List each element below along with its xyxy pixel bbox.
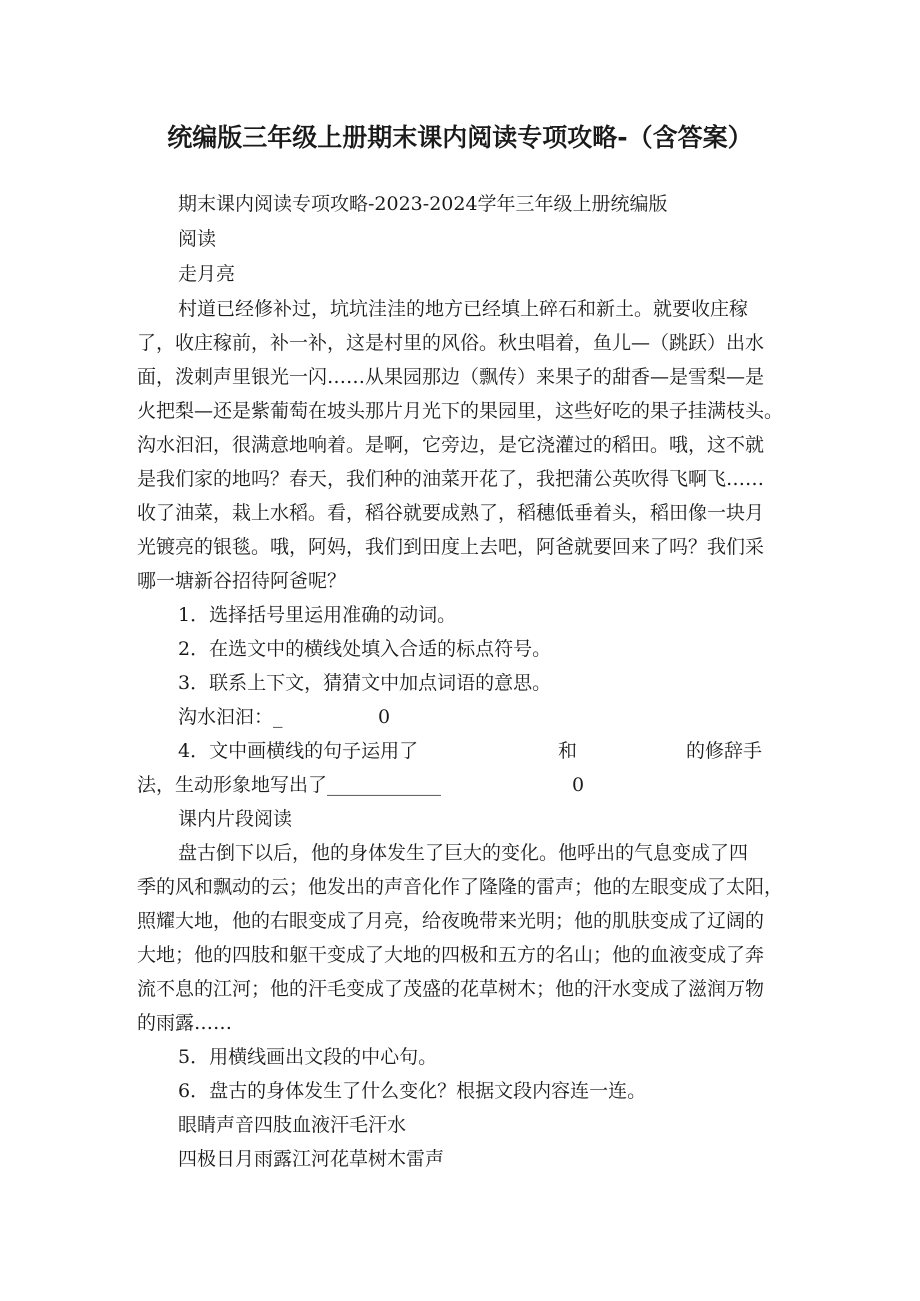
- question-4-end: 0: [572, 774, 585, 796]
- section-heading-fragment: 课内片段阅读: [178, 808, 293, 830]
- passage1-line: 面，泼刺声里银光一闪……从果园那边（飘传）来果子的甜香—是雪梨—是: [137, 366, 765, 388]
- passage2-line: 大地；他的四肢和躯干变成了大地的四极和五方的名山；他的血液变成了奔: [137, 944, 765, 966]
- question-5: 5．用横线画出文段的中心句。: [178, 1046, 438, 1068]
- question-3: 3．联系上下文，猜猜文中加点词语的意思。: [178, 672, 552, 694]
- passage1-line: 沟水汩汩，很满意地响着。是啊，它旁边，是它浇灌过的稻田。哦，这不就: [137, 434, 765, 456]
- passage2-line: 盘古倒下以后，他的身体发生了巨大的变化。他呼出的气息变成了四: [178, 842, 749, 864]
- story-title: 走月亮: [178, 263, 236, 285]
- passage2-line: 流不息的江河；他的汗毛变成了茂盛的花草树木；他的汗水变成了滋润万物: [137, 978, 765, 1000]
- passage1-line: 是我们家的地吗？春天，我们种的油菜开花了，我把蒲公英吹得飞啊飞……: [137, 468, 765, 490]
- passage1-line: 光镀亮的银毯。哦，阿妈，我们到田度上去吧，阿爸就要回来了吗？我们采: [137, 536, 765, 558]
- passage1-line: 了，收庄稼前，补一补，这是村里的风俗。秋虫唱着，鱼儿—（跳跃）出水: [137, 332, 765, 354]
- question-4-part2: 和: [558, 740, 578, 762]
- question-3-answer-end: 0: [378, 706, 391, 728]
- question-2: 2．在选文中的横线处填入合适的标点符号。: [178, 638, 552, 660]
- passage2-line: 的雨露……: [137, 1012, 233, 1034]
- matching-row-top: 眼睛声音四肢血液汗毛汗水: [178, 1114, 407, 1136]
- passage1-line: 哪一塘新谷招待阿爸呢？: [137, 570, 347, 592]
- passage1-line: 村道已经修补过，坑坑洼洼的地方已经填上碎石和新土。就要收庄稼: [178, 298, 749, 320]
- question-4-line2: 法，生动形象地写出了____________: [137, 774, 442, 796]
- matching-row-bottom: 四极日月雨露江河花草树木雷声: [178, 1148, 445, 1170]
- passage1-line: 收了油菜，栽上水稻。看，稻谷就要成熟了，稻穗低垂着头，稻田像一块月: [137, 502, 765, 524]
- question-3-answer-label: 沟水汩汩：_: [178, 706, 283, 728]
- passage2-line: 照耀大地，他的右眼变成了月亮，给夜晚带来光明；他的肌肤变成了辽阔的: [137, 910, 765, 932]
- passage2-line: 季的风和飘动的云；他发出的声音化作了隆隆的雷声；他的左眼变成了太阳，: [137, 876, 784, 898]
- subtitle: 期末课内阅读专项攻略-2023-2024学年三年级上册统编版: [178, 193, 668, 215]
- question-4-part3: 的修辞手: [686, 740, 763, 762]
- document-title: 统编版三年级上册期末课内阅读专项攻略-（含答案）: [167, 123, 753, 152]
- passage1-line: 火把梨—还是紫葡萄在坡头那片月光下的果园里，这些好吃的果子挂满枝头。: [137, 400, 784, 422]
- question-6: 6．盘古的身体发生了什么变化？根据文段内容连一连。: [178, 1080, 647, 1102]
- question-4-part1: 4．文中画横线的句子运用了: [178, 740, 419, 762]
- question-1: 1．选择括号里运用准确的动词。: [178, 604, 457, 626]
- section-heading-reading: 阅读: [178, 228, 217, 250]
